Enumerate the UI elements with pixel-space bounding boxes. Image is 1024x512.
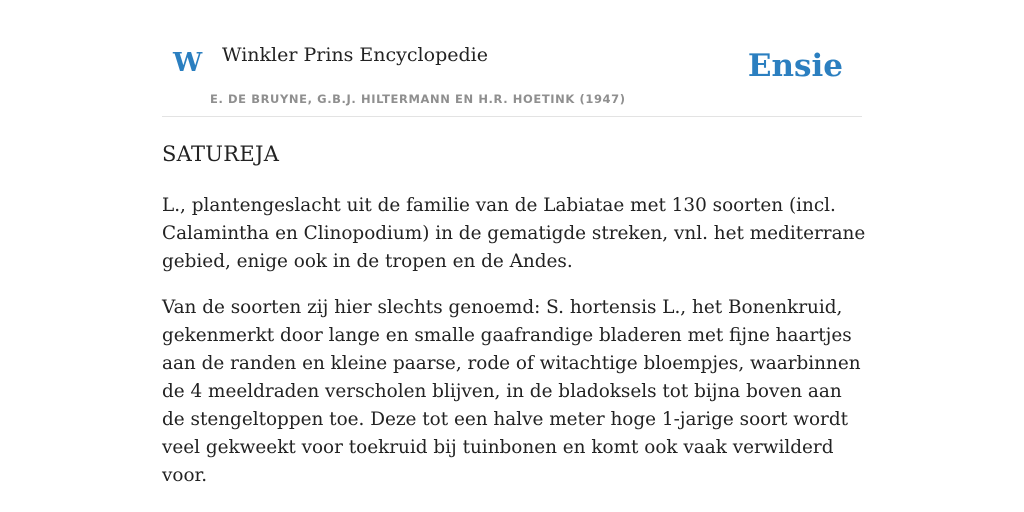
entry-paragraph: Van de soorten zij hier slechts genoemd: S. hortensis L., het Bonenkruid, gekenmerkt door lange en smalle gaafrandige bladeren met fijne haartjes aan de randen en kleine paarse, rode of witachtige bloempjes, waarbinnen de 4 meeldraden verscholen blijven, in de bladoksels tot bijna boven aan de stengeltoppen toe. Deze tot een halve meter hoge 1-jarige soort wordt veel gekweekt voor toekruid bij tuinbonen en komt ook vaak verwilderd voor. — [162, 297, 861, 486]
source-logo[interactable]: W — [173, 48, 203, 78]
entry-paragraph: L., plantengeslacht uit de familie van de Labiatae met 130 soorten (incl. Calamintha en Clinopodium) in de gematigde streken, vnl. het mediterrane gebied, enige ook in de tropen en de Andes. — [162, 195, 866, 272]
brand-logo[interactable]: Ensie — [747, 48, 843, 84]
entry-headword: SATUREJA — [162, 142, 280, 166]
source-title[interactable]: Winkler Prins Encyclopedie — [222, 44, 488, 66]
entry-card — [162, 0, 866, 486]
source-header — [162, 0, 862, 117]
source-authors: E. DE BRUYNE, G.B.J. HILTERMANN EN H.R. HOETINK (1947) — [210, 92, 626, 106]
